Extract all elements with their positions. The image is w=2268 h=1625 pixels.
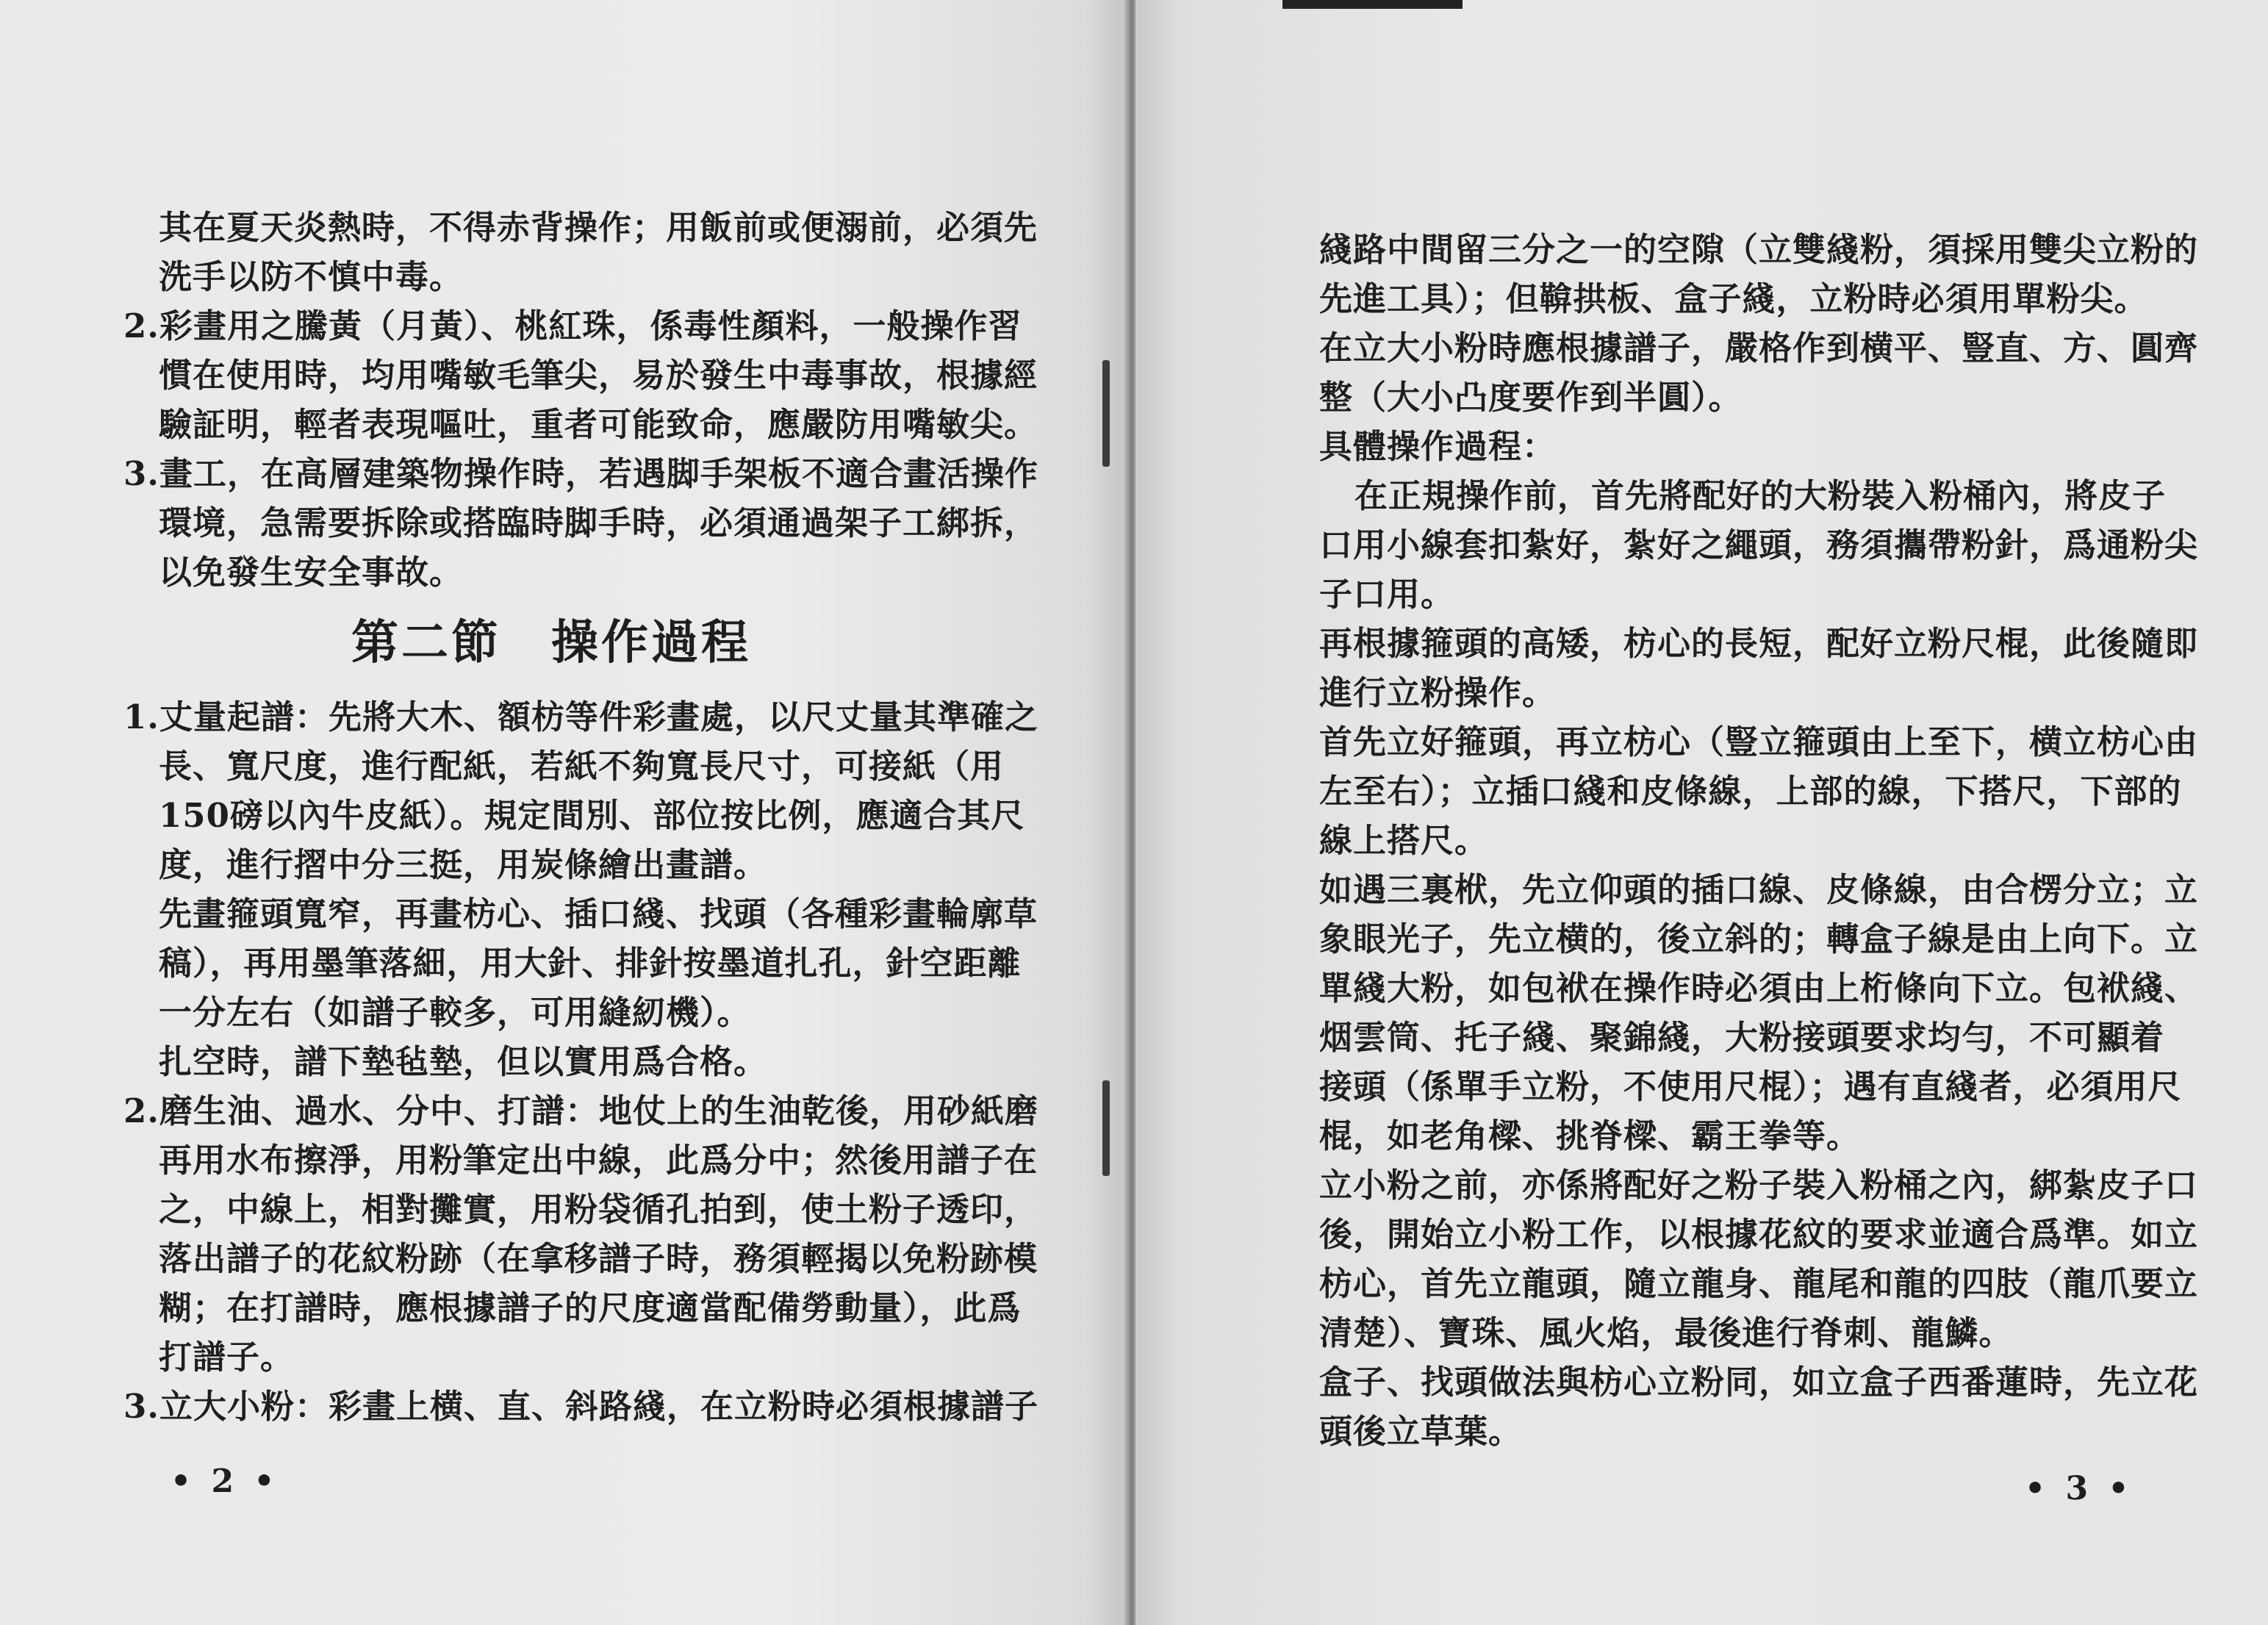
- text-line: 驗証明，輕者表現嘔吐，重者可能致命，應嚴防用嘴敏尖。: [159, 405, 1038, 444]
- text-line: 2.彩畫用之騰黃（月黃）、桃紅珠，係毒性顏料，一般操作習: [123, 306, 1022, 345]
- text-line: 再根據箍頭的高矮，枋心的長短，配好立粉尺棍，此後隨即: [1319, 624, 2199, 663]
- text-line: 後，開始立小粉工作，以根據花紋的要求並適合爲準。如立: [1319, 1215, 2199, 1254]
- text-line: 先進工具）；但鞥拱板、盒子綫，立粉時必須用單粉尖。: [1319, 279, 2148, 318]
- text-line: 在立大小粉時應根據譜子，嚴格作到横平、豎直、方、圓齊: [1319, 329, 2199, 367]
- text-line: 頭後立草葉。: [1319, 1412, 1523, 1451]
- page-number: • 3 •: [2025, 1470, 2134, 1507]
- text-line: 枋心，首先立龍頭，隨立龍身、龍尾和龍的四肢（龍爪要立: [1319, 1264, 2199, 1303]
- right-page: [1135, 0, 2268, 1625]
- text-line: 子口用。: [1319, 575, 1455, 614]
- page-number: • 2 •: [171, 1463, 279, 1500]
- text-line: 如遇三裏栿，先立仰頭的插口線、皮條線，由合楞分立；立: [1319, 870, 2199, 909]
- text-line: 先畫箍頭寬窄，再畫枋心、插口綫、找頭（各種彩畫輪廓草: [159, 894, 1038, 933]
- text-line: 立小粉之前，亦係將配好之粉子裝入粉桶之內，綁紮皮子口: [1319, 1166, 2199, 1205]
- text-line: 再用水布擦淨，用粉筆定出中線，此爲分中；然後用譜子在: [159, 1141, 1038, 1180]
- text-line: 整（大小凸度要作到半圓）。: [1319, 378, 1743, 417]
- text-line: 單綫大粉，如包袱在操作時必須由上桁條向下立。包袱綫、: [1319, 969, 2199, 1008]
- text-line: 進行立粉操作。: [1319, 673, 1557, 712]
- text-line: 清楚）、寶珠、風火焰，最後進行脊刺、龍鱗。: [1319, 1313, 2013, 1352]
- text-line: 一分左右（如譜子較多，可用縫紉機）。: [159, 993, 751, 1032]
- text-line: 象眼光子，先立横的，後立斜的；轉盒子線是由上向下。立: [1319, 919, 2199, 958]
- text-line: 長、寬尺度，進行配紙，若紙不夠寬長尺寸，可接紙（用: [159, 747, 1005, 786]
- text-line: 以免發生安全事故。: [159, 553, 464, 592]
- text-line: 環境，急需要拆除或搭臨時脚手時，必須通過架子工綁拆，: [159, 503, 1038, 542]
- text-line: 打譜子。: [159, 1338, 295, 1377]
- text-line: 口用小線套扣紮好，紮好之繩頭，務須攜帶粉針，爲通粉尖: [1319, 525, 2199, 564]
- text-line: 其在夏天炎熱時，不得赤背操作；用飯前或便溺前，必須先: [159, 208, 1038, 247]
- text-line: 在正規操作前，首先將配好的大粉裝入粉桶內，將皮子: [1354, 476, 2167, 515]
- staple-top-left: [1102, 360, 1110, 467]
- text-line: 3.畫工，在高層建築物操作時，若遇脚手架板不適合畫活操作: [123, 454, 1038, 493]
- text-line: 烟雲筒、托子綫、聚錦綫，大粉接頭要求均勻，不可顯着: [1319, 1018, 2165, 1057]
- text-line: 扎空時，譜下墊毡墊，但以實用爲合格。: [159, 1042, 768, 1081]
- text-line: 左至右）；立插口綫和皮條線，上部的線，下搭尺，下部的: [1319, 772, 2182, 811]
- text-line: 落出譜子的花紋粉跡（在拿移譜子時，務須輕揭以免粉跡模: [159, 1239, 1038, 1278]
- left-page-body: [123, 203, 1038, 1431]
- text-line: 接頭（係單手立粉，不使用尺棍）；遇有直綫者，必須用尺: [1319, 1067, 2182, 1106]
- right-page-body: [1319, 225, 2201, 1456]
- text-line: 洗手以防不慎中毒。: [159, 257, 464, 296]
- left-page: [0, 0, 1128, 1625]
- ink-mark: [1282, 0, 1463, 9]
- text-line: 線上搭尺。: [1319, 821, 1489, 860]
- section-heading: 第二節 操作過程: [351, 615, 751, 670]
- text-line: 2.磨生油、過水、分中、打譜：地仗上的生油乾後，用砂紙磨: [123, 1091, 1038, 1130]
- text-line: 150磅以內牛皮紙）。規定間別、部位按比例，應適合其尺: [159, 796, 1025, 835]
- text-line: 3.立大小粉：彩畫上横、直、斜路綫，在立粉時必須根據譜子: [123, 1387, 1038, 1426]
- text-line: 糊；在打譜時，應根據譜子的尺度適當配備勞動量），此爲: [159, 1288, 1022, 1327]
- text-line: 棍，如老角樑、挑脊樑、霸王拳等。: [1319, 1116, 1861, 1155]
- text-line: 1.丈量起譜：先將大木、額枋等件彩畫處，以尺丈量其準確之: [123, 697, 1038, 736]
- text-line: 慣在使用時，均用嘴敏毛筆尖，易於發生中毒事故，根據經: [159, 356, 1038, 395]
- text-line: 綫路中間留三分之一的空隙（立雙綫粉，須採用雙尖立粉的: [1319, 230, 2199, 269]
- text-line: 盒子、找頭做法與枋心立粉同，如立盒子西番蓮時，先立花: [1319, 1363, 2199, 1402]
- text-line: 之，中線上，相對攤實，用粉袋循孔拍到，使土粉子透印，: [159, 1190, 1038, 1229]
- text-line: 度，進行摺中分三挺，用炭條繪出畫譜。: [159, 845, 768, 884]
- text-line: 首先立好箍頭，再立枋心（豎立箍頭由上至下，横立枋心由: [1319, 722, 2199, 761]
- staple-bottom-left: [1102, 1080, 1110, 1176]
- text-line: 具體操作過程：: [1319, 427, 1557, 466]
- text-line: 稿），再用墨筆落細，用大針、排針按墨道扎孔，針空距離: [159, 944, 1022, 983]
